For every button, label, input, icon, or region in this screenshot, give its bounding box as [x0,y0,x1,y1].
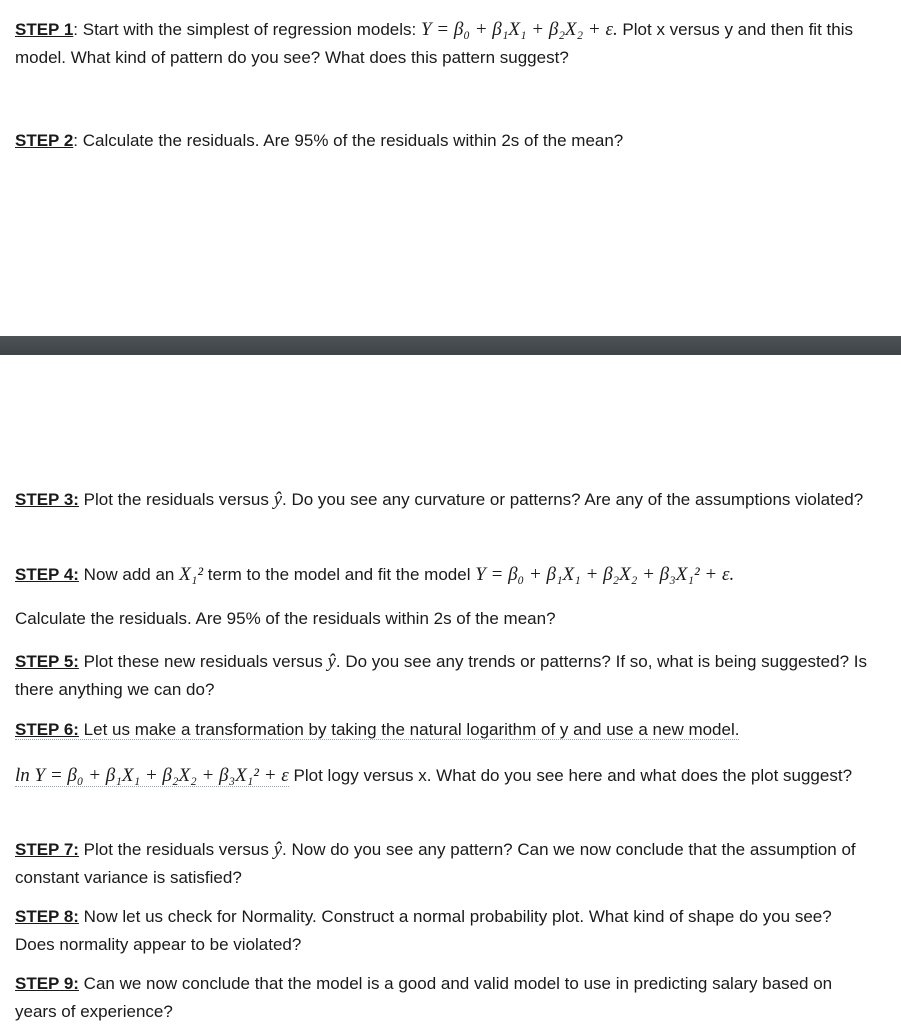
y-hat: ŷ [273,489,283,510]
step-label: STEP 2 [15,131,74,150]
step-label: STEP 6: [15,720,79,739]
step-9: STEP 9: Can we now conclude that the model is a good and valid model to use in predicting salary based on years of experience? [15,974,833,1021]
step-3: STEP 3: Plot the residuals versus ŷ. Do you see any curvature or patterns? Are any of the assumptions violated? [15,489,864,510]
model-equation: Y = β₀ + β₁X₁ + β₂X₂ + β₃X₁² + ε. [475,564,735,585]
step-5: STEP 5: Plot these new residuals versus ŷ. Do you see any trends or patterns? If so, what is being suggested? Is there anything we can do? [15,651,867,699]
step-label: STEP 8: [15,907,79,926]
step-6: STEP 6: Let us make a transformation by taking the natural logarithm of y and use a new model. ln Y = β₀ + β₁X₁ + β₂X₂ + β₃X₁² + ε Plot logy versus x. What do you see here and what does the plot suggest? [15,720,853,786]
step-4: STEP 4: Now add an X₁² term to the model and fit the model Y = β₀ + β₁X₁ + β₂X₂ + β₃X₁² + ε. Calculate the residuals. Are 95% of the residuals within 2s of the mean? [15,561,875,633]
step-8: STEP 8: Now let us check for Normality. Construct a normal probability plot. What kind of shape do you see? Does normality appear to be violated? [15,907,832,954]
log-model-equation: ln Y = β₀ + β₁X₁ + β₂X₂ + β₃X₁² + ε [15,765,289,786]
step-label: STEP 3: [15,490,79,509]
model-equation: Y = β₀ + β₁X₁ + β₂X₂ + ε. [420,19,618,40]
step-label: STEP 4: [15,565,79,584]
step-4-line2: Calculate the residuals. Are 95% of the residuals within 2s of the mean? [15,609,556,628]
page-divider [0,336,901,355]
step-7: STEP 7: Plot the residuals versus ŷ. Now do you see any pattern? Can we now conclude that the assumption of constant variance is satisfied? [15,839,856,887]
step-label: STEP 7: [15,840,79,859]
step-label: STEP 9: [15,974,79,993]
x1-squared: X₁² [179,564,204,585]
step-label: STEP 1 [15,20,74,39]
step-2: STEP 2: Calculate the residuals. Are 95% of the residuals within 2s of the mean? [15,131,624,150]
step-label: STEP 5: [15,652,79,671]
y-hat: ŷ [273,839,283,860]
y-hat: ŷ [327,651,336,672]
step-1: STEP 1: Start with the simplest of regression models: Y = β₀ + β₁X₁ + β₂X₂ + ε. Plot x versus y and then fit this model. What kind of pattern do you see? What does this pattern suggest? [15,19,853,67]
